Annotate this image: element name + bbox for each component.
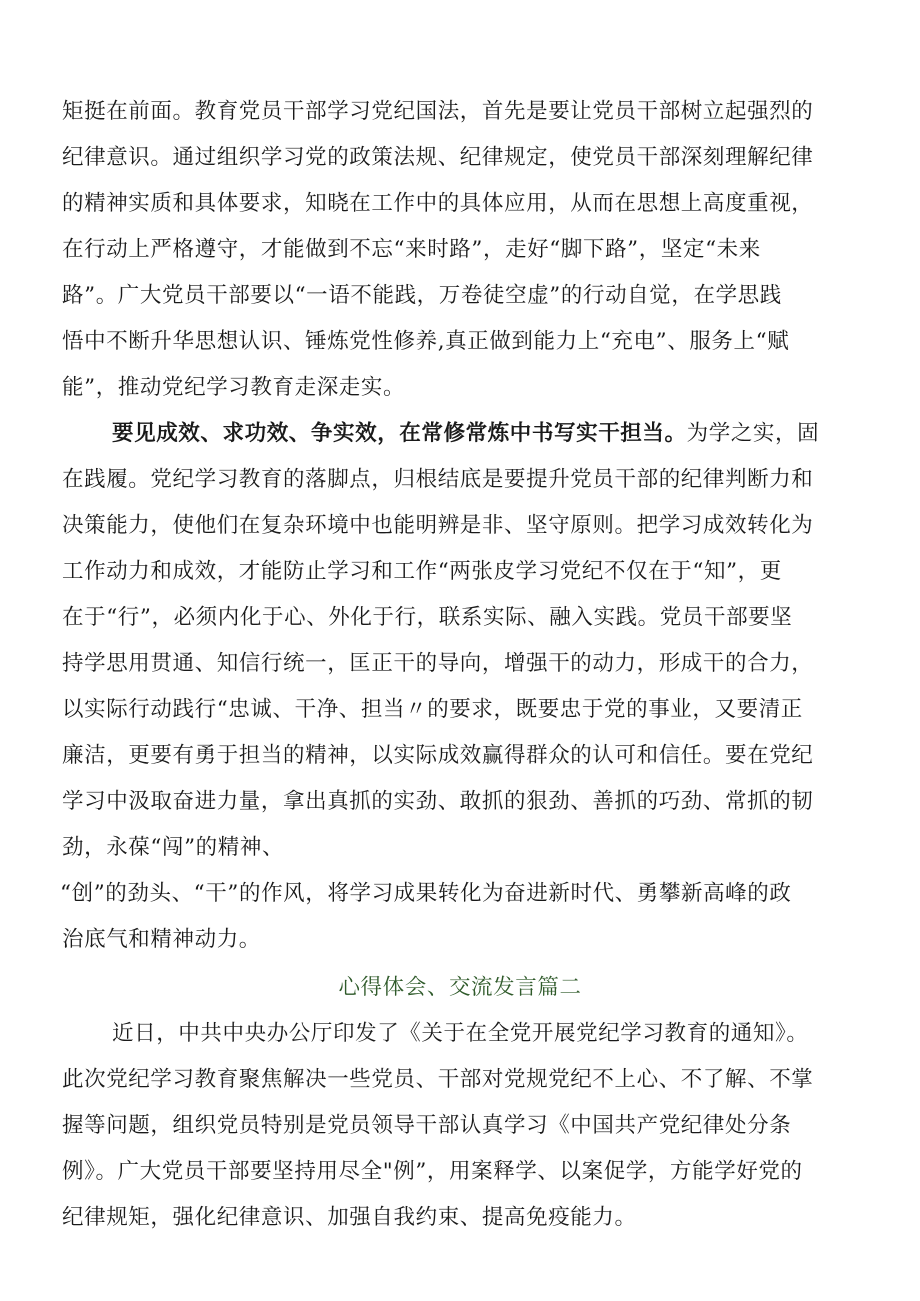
paragraph-2-line-6: 持学思用贯通、知信行统一，匡正干的导向，增强干的动力，形成干的合力， [62,651,814,676]
section-heading: 心得体会、交流发言篇二 [338,975,582,1000]
paragraph-2-bold-lead: 要见成效、求功效、争实效，在常修常炼中书写实干担当。 [112,421,687,446]
paragraph-3-line-2: 此次党纪学习教育聚焦解决一些党员、干部对党规党纪不上心、不了解、不掌 [62,1067,814,1092]
paragraph-3-line-4: 例》。广大党员干部要坚持用尽全"例”，用案释学、以案促学，方能学好党的 [62,1159,803,1184]
paragraph-1-line-6: 悟中不断升华思想认识、锤炼党性修养,真正做到能力上“充电”、服务上“赋 [62,329,790,354]
paragraph-2-line-1 [112,419,819,449]
paragraph-3-line-1: 近日，中共中央办公厅印发了《关于在全党开展党纪学习教育的通知》。 [112,1021,809,1046]
paragraph-1-line-1: 矩挺在前面。教育党员干部学习党纪国法，首先是要让党员干部树立起强烈的 [62,99,814,124]
paragraph-2-line-9: 学习中汲取奋进力量，拿出真抓的实劲、敢抓的狠劲、善抓的巧劲、常抓的韧 [62,789,814,814]
paragraph-2-line-8: 廉洁，更要有勇于担当的精神，以实际成效赢得群众的认可和信任。要在党纪 [62,743,814,768]
paragraph-2-line-11: “创”的劲头、“干”的作风，将学习成果转化为奋进新时代、勇攀新高峰的政 [60,881,792,906]
paragraph-2-line-7: 以实际行动践行“忠诚、干净、担当〃的要求，既要忠于党的事业，又要清正 [62,697,803,722]
paragraph-3-line-5: 纪律规矩，强化纪律意识、加强自我约束、提高免疫能力。 [62,1205,637,1230]
paragraph-1-line-2: 纪律意识。通过组织学习党的政策法规、纪律规定，使党员干部深刻理解纪律 [62,145,814,170]
paragraph-2-line-5: 在于“行”，必须内化于心、外化于行，联系实际、融入实践。党员干部要坚 [62,605,793,630]
paragraph-1-line-4: 在行动上严格遵守，才能做到不忘“来时路”，走好“脚下路”，坚定“未来 [62,237,761,262]
paragraph-2-line-4: 工作动力和成效，才能防止学习和工作“两张皮学习党纪不仅在于“知”，更 [62,559,782,584]
paragraph-1-line-7: 能”，推动党纪学习教育走深走实。 [62,375,406,400]
paragraph-1-line-5: 路”。广大党员干部要以“一语不能践，万卷徒空虚”的行动自觉，在学思践 [62,283,782,308]
paragraph-2-line-3: 决策能力，使他们在复杂环境中也能明辨是非、坚守原则。把学习成效转化为 [62,513,814,538]
paragraph-2-line-2: 在践履。党纪学习教育的落脚点，归根结底是要提升党员干部的纪律判断力和 [62,467,814,492]
paragraph-3-line-3: 握等问题，组织党员特别是党员领导干部认真学习《中国共产党纪律处分条 [62,1113,792,1138]
paragraph-2-first-line-rest: 为学之实，固 [686,421,820,446]
paragraph-2-line-10: 劲，永葆“闯”的精神、 [62,835,285,860]
paragraph-1-line-3: 的精神实质和具体要求，知晓在工作中的具体应用，从而在思想上高度重视， [62,191,814,216]
paragraph-2-line-12: 治底气和精神动力。 [62,927,261,952]
